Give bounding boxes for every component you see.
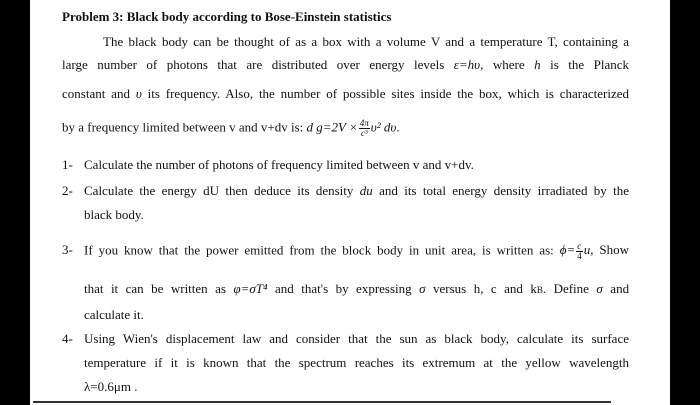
q3-number: 3- bbox=[62, 242, 73, 257]
q3-line-1-text-a: If you know that the power emitted from the block body in unit area, is written as: bbox=[84, 242, 554, 258]
fraction-4-denominator: 4 bbox=[577, 251, 582, 261]
q2-number: 2- bbox=[62, 183, 73, 198]
energy-equation: ε=hυ bbox=[453, 57, 481, 72]
q4-line-3: λ=0.6μm . bbox=[84, 379, 138, 394]
planck-symbol: h bbox=[534, 57, 541, 72]
intro-line-2-text-a: large number of photons that are distributed over energy levels bbox=[62, 57, 445, 72]
boltzmann-subscript: B bbox=[536, 285, 543, 295]
fraction-4pi-c3 bbox=[359, 119, 370, 138]
density-of-states-eq-b: υ² dυ bbox=[370, 119, 397, 135]
power-u-symbol: u bbox=[583, 242, 591, 258]
q4-number: 4- bbox=[62, 331, 73, 346]
energy-density-symbol: du bbox=[359, 183, 373, 198]
q3-line-2-text-a: that it can be written as bbox=[84, 281, 226, 296]
q3-line-2 bbox=[84, 281, 629, 298]
q2-line-1-text-b: and its total energy density irradiated by the bbox=[379, 183, 630, 198]
intro-line-2 bbox=[62, 57, 629, 73]
q3-line-2-text-b: and that's by expressing bbox=[275, 281, 412, 296]
q3-line-2-text-c: versus h, c and k bbox=[433, 281, 537, 296]
q1-text: Calculate the number of photons of frequency limited between v and v+dv. bbox=[84, 157, 474, 172]
intro-line-1: The black body can be thought of as a box with a volume V and a temperature T, containing a bbox=[103, 34, 629, 49]
q2-line-2: black body. bbox=[84, 207, 144, 222]
q3-line-1-text-b: , Show bbox=[590, 242, 630, 258]
fraction-denominator: c³ bbox=[360, 128, 368, 138]
stefan-law-eq: φ=σT⁴ bbox=[233, 281, 268, 296]
intro-line-4-text: by a frequency limited between v and v+dv is: bbox=[62, 119, 304, 135]
fraction-numerator: 4π bbox=[359, 118, 369, 128]
intro-line-2-text-c: is the Planck bbox=[550, 57, 630, 72]
q3-line-3: calculate it. bbox=[84, 307, 144, 322]
intro-line-3 bbox=[62, 86, 629, 102]
q3-line-2-text-d: . Define bbox=[542, 281, 589, 296]
density-of-states-eq-a: d g=2V × bbox=[306, 119, 358, 135]
power-phi-eq: ϕ= bbox=[559, 242, 576, 258]
frequency-symbol: υ bbox=[135, 86, 142, 101]
fraction-c-numerator: c bbox=[577, 241, 582, 251]
intro-line-3-text-a: constant and bbox=[62, 86, 130, 101]
sigma-symbol: σ bbox=[419, 281, 426, 296]
intro-line-4-end: . bbox=[396, 119, 400, 135]
q4-line-2: temperature if it is known that the spectrum reaches its extremum at the yellow wavelength bbox=[84, 355, 629, 370]
sigma-symbol-2: σ bbox=[596, 281, 603, 296]
intro-line-3-text-b: its frequency. Also, the number of possible sites inside the box, which is characterized bbox=[147, 86, 630, 101]
q4-line-1: Using Wien's displacement law and consider that the sun as black body, calculate its surface bbox=[84, 331, 629, 346]
q2-line-1 bbox=[84, 183, 629, 199]
problem-title: Problem 3: Black body according to Bose-Einstein statistics bbox=[62, 9, 392, 24]
q3-line-2-text-e: and bbox=[610, 281, 630, 296]
q1-number: 1- bbox=[62, 157, 73, 172]
q3-line-1 bbox=[84, 242, 629, 261]
q2-line-1-text-a: Calculate the energy dU then deduce its density bbox=[84, 183, 354, 198]
page-bottom-rule bbox=[33, 401, 611, 403]
intro-line-2-text-b: , where bbox=[480, 57, 525, 72]
intro-line-4 bbox=[62, 119, 400, 138]
fraction-c-4 bbox=[576, 242, 583, 261]
